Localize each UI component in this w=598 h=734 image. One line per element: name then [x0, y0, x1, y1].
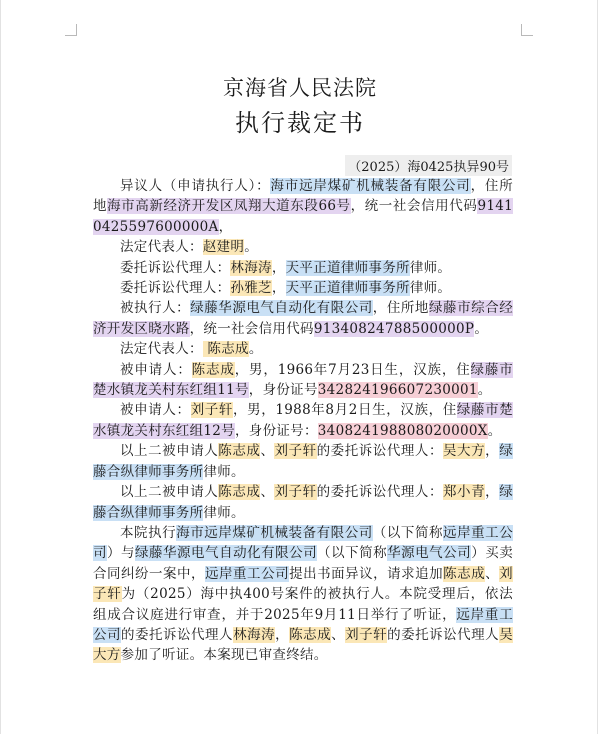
- paragraph-text: 的委托诉讼代理人：: [316, 443, 444, 460]
- margin-corner-mark: [521, 24, 533, 36]
- paragraph-text: 法定代表人：: [120, 341, 203, 358]
- paragraph-text: 的委托诉讼代理人：: [316, 484, 444, 501]
- entity-person-name: 郑小青: [443, 484, 486, 501]
- entity-person-name: 赵建明: [202, 239, 245, 256]
- paragraph-text: 委托诉讼代理人：: [120, 259, 231, 276]
- case-number: （2025）海0425执异90号: [345, 155, 512, 176]
- paragraph: [93, 360, 513, 401]
- document-body: [93, 176, 513, 666]
- paragraph-text: 被执行人：: [120, 300, 191, 317]
- entity-person-name: 林海涛: [230, 259, 272, 276]
- entity-person-name: 陈志成: [289, 626, 332, 643]
- entity-person-name: 刘子轩: [274, 484, 317, 501]
- paragraph-text: ，住所地: [372, 300, 429, 317]
- paragraph-text: （以下简称: [317, 545, 388, 562]
- entity-person-name: 陈志成: [191, 361, 235, 378]
- paragraph-text: 异议人（申请执行人）：: [120, 178, 271, 194]
- paragraph-text: 委托诉讼代理人：: [120, 280, 231, 297]
- entity-organization: 绿藤合纵律师事务所: [93, 484, 514, 521]
- entity-person-name: 刘子轩: [274, 443, 317, 460]
- entity-organization: 海市远岸煤矿机械装备有限公司: [176, 524, 373, 541]
- paragraph-text: 的委托诉讼代理人: [387, 626, 500, 643]
- entity-person-name: 刘子轩: [93, 565, 513, 603]
- entity-person-name: 吴大方: [443, 443, 486, 460]
- paragraph-text: ，: [218, 218, 233, 235]
- entity-organization: 天平正道律师事务所: [285, 280, 410, 297]
- entity-person-name: 陈志成: [202, 341, 249, 358]
- paragraph-text: （以下简称: [372, 524, 444, 541]
- entity-address-or-code: 海市高新经济开发区凤翔大道东段66号: [107, 198, 351, 215]
- paragraph: [93, 339, 513, 359]
- paragraph-text: 、: [485, 565, 500, 582]
- entity-person-name: 林海涛: [233, 626, 276, 643]
- paragraph-text: 律师。: [203, 504, 245, 521]
- paragraph-text: ，: [275, 626, 290, 643]
- paragraph-text: ，: [485, 443, 500, 460]
- paragraph-text: 。: [487, 422, 502, 439]
- court-name: 京海省人民法院: [223, 76, 377, 100]
- paragraph-text: ，身份证号：: [234, 422, 318, 439]
- paragraph-text: 。: [477, 382, 492, 399]
- paragraph: [93, 523, 513, 666]
- paragraph-text: 、: [260, 443, 275, 460]
- paragraph: [93, 298, 513, 339]
- paragraph-text: ，男，1988年8月2日生，汉族，住: [233, 402, 457, 419]
- entity-person-name: 刘子轩: [345, 626, 388, 643]
- entity-person-name: 孙雅芝: [230, 280, 272, 297]
- paragraph: [93, 400, 513, 441]
- paragraph-text: ，住所地: [93, 178, 513, 215]
- entity-organization: 远岸重工公司: [205, 565, 290, 582]
- entity-person-name: 陈志成: [443, 565, 486, 582]
- paragraph-text: ，: [485, 484, 500, 501]
- entity-id-number: 340824198808020000X: [317, 422, 488, 439]
- paragraph: [93, 176, 513, 237]
- paragraph-text: 律师。: [203, 463, 245, 480]
- entity-organization: 绿藤华源电气自动化有限公司: [135, 545, 318, 562]
- paragraph: [93, 278, 513, 298]
- entity-address-or-code: 绿藤市楚水镇龙关村东红组12号: [93, 402, 514, 439]
- paragraph: [93, 441, 513, 482]
- paragraph-text: ，男，1966年7月23日生，汉族，住: [234, 361, 471, 378]
- entity-organization: 华源电气公司: [387, 545, 472, 562]
- paragraph-text: ，: [271, 280, 286, 297]
- paragraph-text: 、: [331, 626, 346, 643]
- paragraph-text: 。: [248, 341, 263, 358]
- document-title: 执行裁定书: [235, 109, 365, 137]
- paragraph-text: 的委托诉讼代理人: [121, 626, 234, 643]
- entity-address-or-code: 绿藤市综合经济开发区晓水路: [93, 300, 514, 337]
- paragraph-text: ，身份证号: [248, 382, 318, 399]
- paragraph-text: 以上二被申请人: [120, 443, 219, 460]
- entity-organization: 远岸重工公司: [93, 524, 514, 562]
- paragraph-text: 律师。: [409, 259, 452, 276]
- entity-organization: 远岸重工公司: [93, 606, 513, 643]
- paragraph: [93, 237, 513, 257]
- margin-corner-mark: [65, 24, 77, 36]
- entity-organization: 绿藤合纵律师事务所: [93, 443, 514, 480]
- paragraph-text: 被申请人：: [120, 361, 192, 378]
- entity-address-or-code: 91410425597600000A: [93, 198, 514, 235]
- paragraph-text: ，: [271, 259, 286, 276]
- paragraph-text: 提出书面异议，请求追加: [289, 565, 444, 582]
- entity-address-or-code: 绿藤市楚水镇龙关村东红组11号: [93, 361, 514, 399]
- paragraph-text: 本院执行: [120, 524, 177, 541]
- paragraph-text: ，统一社会信用代码: [350, 198, 478, 215]
- paragraph-text: 参加了听证。本案现已审查终结。: [120, 647, 328, 664]
- paragraph: [93, 482, 513, 523]
- entity-person-name: 吴大方: [93, 626, 513, 664]
- paragraph-text: 。: [244, 239, 259, 256]
- entity-person-name: 陈志成: [218, 484, 261, 501]
- paragraph-text: ，统一社会信用代码: [189, 320, 314, 337]
- paragraph-text: ）与: [107, 545, 136, 562]
- paragraph-text: 律师。: [409, 280, 452, 297]
- paragraph: [93, 258, 513, 278]
- entity-person-name: 陈志成: [218, 443, 261, 460]
- entity-organization: 绿藤华源电气自动化有限公司: [190, 300, 373, 317]
- paragraph-text: 法定代表人：: [120, 239, 203, 256]
- entity-person-name: 刘子轩: [190, 402, 234, 419]
- entity-address-or-code: 91340824788500000P: [313, 320, 475, 337]
- paragraph-text: 为（2025）海中执400号案件的被执行人。本院受理后，依法组成合议庭进行审查，并于2025年9月11日举行了听证，: [93, 586, 514, 623]
- paragraph-text: 以上二被申请人: [120, 484, 219, 501]
- paragraph-text: ）买卖合同纠纷一案中，: [93, 545, 513, 582]
- entity-organization: 天平正道律师事务所: [285, 259, 410, 276]
- paragraph-text: 被申请人：: [120, 402, 191, 419]
- entity-id-number: 342824196607230001: [317, 382, 478, 399]
- paragraph-text: 。: [474, 320, 489, 337]
- paragraph-text: 、: [260, 484, 275, 501]
- entity-organization: 海市远岸煤矿机械装备有限公司: [270, 178, 471, 194]
